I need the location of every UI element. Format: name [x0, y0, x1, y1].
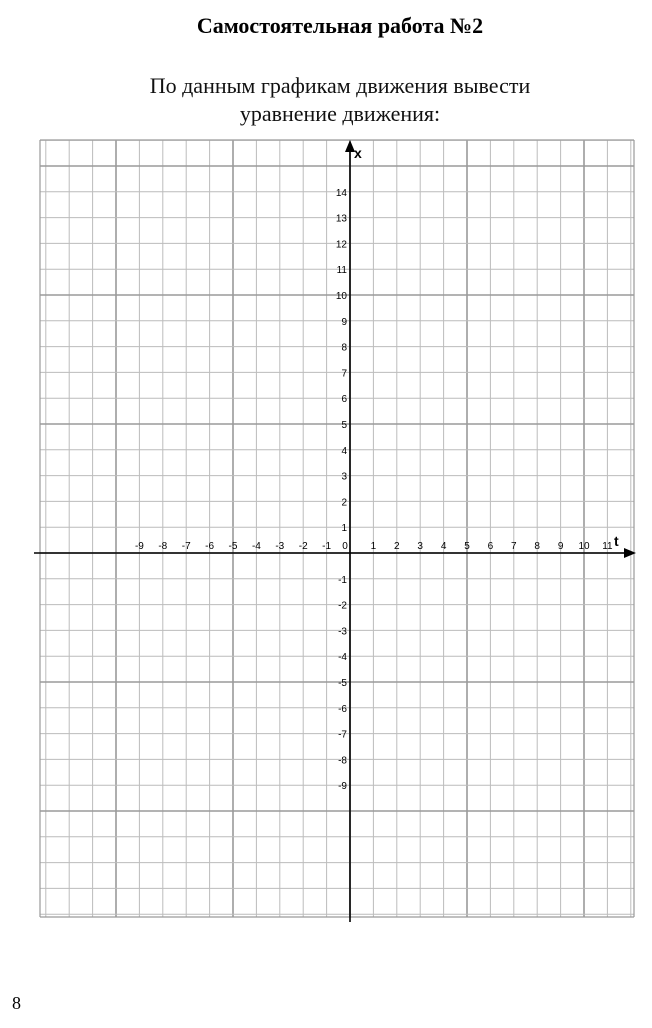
t-tick-label: 2: [394, 541, 400, 552]
x-tick-label: 10: [335, 291, 347, 302]
x-tick-label: 6: [341, 394, 347, 406]
t-tick-label: -3: [275, 541, 285, 552]
grid-lines: [40, 140, 634, 917]
x-tick-label: -4: [338, 652, 347, 664]
x-tick-label: -5: [338, 678, 347, 689]
x-tick-label: -9: [338, 781, 347, 793]
x-tick-label: 14: [335, 187, 347, 199]
x-tick-label: 1: [341, 523, 347, 535]
t-tick-label: -8: [158, 541, 168, 552]
t-tick-labels: [135, 541, 613, 552]
t-tick-label: -6: [205, 541, 215, 552]
x-tick-label: 7: [341, 368, 347, 380]
page-title: Самостоятельная работа №2: [196, 13, 484, 38]
x-tick-label: -1: [338, 574, 347, 586]
axes: [34, 140, 636, 922]
t-tick-label: 5: [464, 541, 470, 552]
page-number: 8: [12, 993, 21, 1013]
t-tick-label: 0: [342, 541, 348, 552]
x-tick-label: -3: [338, 626, 347, 638]
x-tick-label: 8: [341, 342, 347, 354]
x-tick-label: -7: [338, 729, 347, 741]
t-tick-label: 4: [440, 541, 447, 552]
t-axis-label: t: [614, 533, 619, 549]
x-tick-label: 3: [341, 471, 347, 483]
x-tick-label: 2: [341, 497, 347, 509]
t-tick-label: 6: [487, 541, 494, 552]
x-tick-label: 13: [335, 213, 347, 225]
x-tick-label: 5: [341, 420, 347, 431]
t-tick-label: 10: [578, 541, 590, 552]
x-axis-label: x: [354, 145, 362, 161]
t-tick-label: -2: [298, 541, 308, 552]
t-tick-label: 3: [417, 541, 423, 552]
t-tick-label: -5: [228, 541, 238, 552]
x-tick-labels: [336, 188, 348, 792]
t-tick-label: 1: [370, 541, 377, 552]
t-tick-label: 9: [557, 541, 564, 552]
x-tick-label: -8: [338, 755, 347, 767]
t-tick-label: 11: [602, 541, 613, 552]
task-line-1: По данным графикам движения вывести: [149, 73, 531, 98]
t-tick-label: 7: [511, 541, 517, 552]
x-tick-label: 9: [341, 316, 347, 328]
t-tick-label: -1: [322, 541, 332, 552]
x-tick-label: -2: [338, 600, 347, 612]
x-tick-label: 4: [341, 445, 347, 457]
x-tick-label: 12: [335, 239, 347, 251]
t-tick-label: -4: [251, 541, 261, 552]
t-tick-label: -7: [181, 541, 191, 552]
t-tick-label: -9: [134, 541, 144, 552]
t-tick-label: 8: [534, 541, 540, 552]
x-tick-label: -6: [338, 703, 347, 715]
task-line-2: уравнение движения:: [239, 101, 441, 126]
x-tick-label: 11: [336, 265, 347, 277]
